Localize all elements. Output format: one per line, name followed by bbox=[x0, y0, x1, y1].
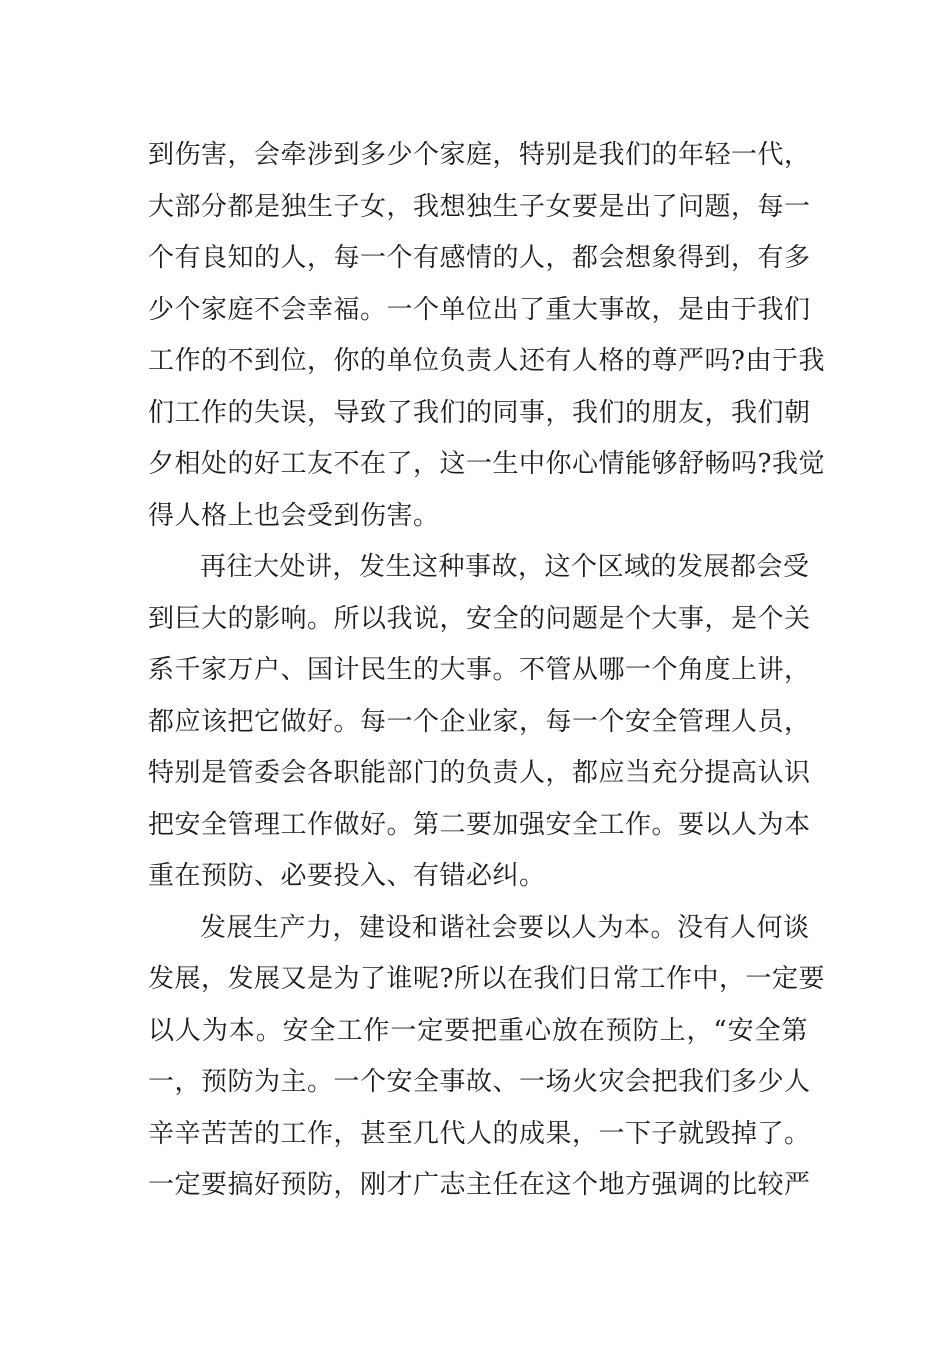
text-line: 系千家万户、国计民生的大事。不管从哪一个角度上讲， bbox=[148, 655, 811, 685]
text-line: 工作的不到位，你的单位负责人还有人格的尊严吗?由于我 bbox=[148, 346, 825, 376]
text-line: 特别是管委会各职能部门的负责人，都应当充分提高认识 bbox=[148, 758, 811, 788]
text-line: 得人格上也会受到伤害。 bbox=[148, 500, 440, 531]
text-line: 到伤害，会牵涉到多少个家庭，特别是我们的年轻一代， bbox=[148, 140, 811, 170]
text-line: 以人为本。安全工作一定要把重心放在预防上，“安全第 bbox=[148, 1015, 808, 1046]
text-line: 把安全管理工作做好。第二要加强安全工作。要以人为本 bbox=[148, 809, 811, 840]
text-line: 辛辛苦苦的工作，甚至几代人的成果，一下子就毁掉了。 bbox=[148, 1118, 811, 1149]
text-line: 都应该把它做好。每一个企业家，每一个安全管理人员， bbox=[148, 706, 811, 737]
text-line: 夕相处的好工友不在了，这一生中你心情能够舒畅吗?我觉 bbox=[148, 449, 825, 479]
text-line: 们工作的失误，导致了我们的同事，我们的朋友，我们朝 bbox=[148, 397, 811, 428]
text-line: 一定要搞好预防，刚才广志主任在这个地方强调的比较严 bbox=[148, 1170, 811, 1200]
text-line: 大部分都是独生子女，我想独生子女要是出了问题，每一 bbox=[148, 191, 811, 222]
text-line: 发展生产力，建设和谐社会要以人为本。没有人何谈 bbox=[200, 912, 810, 943]
text-line: 少个家庭不会幸福。一个单位出了重大事故，是由于我们 bbox=[148, 294, 811, 325]
text-line: 重在预防、必要投入、有错必纠。 bbox=[148, 861, 546, 891]
text-line: 再往大处讲，发生这种事故，这个区域的发展都会受 bbox=[200, 552, 810, 582]
text-line: 个有良知的人，每一个有感情的人，都会想象得到，有多 bbox=[148, 243, 811, 273]
text-line: 到巨大的影响。所以我说，安全的问题是个大事，是个关 bbox=[148, 603, 811, 634]
text-line: 一，预防为主。一个安全事故、一场火灾会把我们多少人 bbox=[148, 1067, 811, 1097]
text-line: 发展，发展又是为了谁呢?所以在我们日常工作中，一定要 bbox=[148, 964, 825, 994]
document-body bbox=[148, 130, 825, 1212]
